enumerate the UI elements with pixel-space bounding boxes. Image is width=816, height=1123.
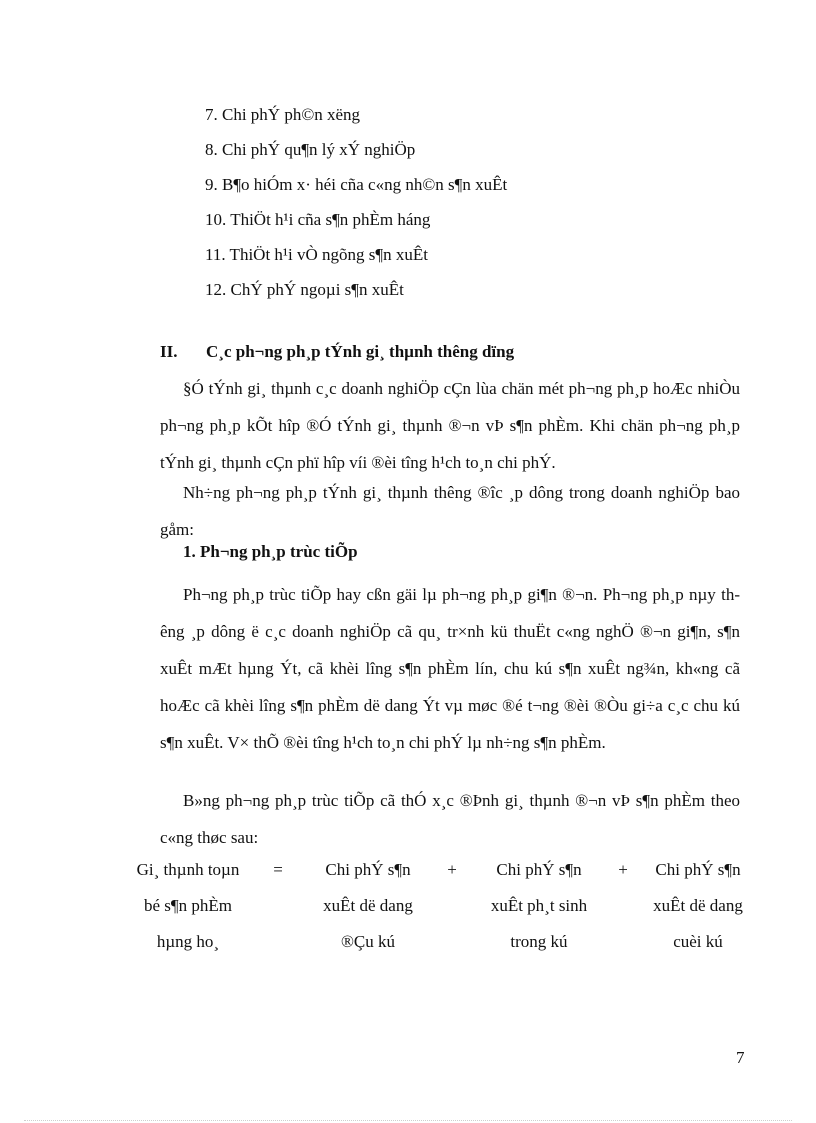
formula-term-total-cost: Gi¸ thµnh toµn [136,860,240,879]
paragraph-intro: §Ó tÝnh gi¸ thµnh c¸c doanh nghiÖp cÇn lùa chän mét ph¬ng ph¸p hoÆc nhiÒu ph¬ng ph¸p kÕt hîp ®Ó tÝnh gi¸ thµnh ®¬n vÞ s¶n phÈm. Khi chän ph¬ng ph¸p tÝnh gi¸ thµnh cÇn phï hîp víi ®èi tîng h¹ch to¸n chi phÝ. [160,379,740,472]
list-item: 11. ThiÖt h¹i vÒ ngõng s¶n xuÊt [205,245,428,264]
formula-term-incurred: trong kú [510,932,568,951]
formula-term-total-cost: hµng ho¸ [156,932,220,951]
formula-row [120,852,760,888]
cost-item-list [205,102,507,312]
paragraph-formula-intro: B»ng ph¬ng ph¸p trùc tiÕp cã thÓ x¸c ®Þnh gi¸ thµnh ®¬n vÞ s¶n phÈm theo c«ng thøc sau: [160,791,740,847]
formula-term-incurred: xuÊt ph¸t sinh [490,896,588,915]
formula-term-closing-wip: cuèi kú [673,932,723,951]
list-item: 7. Chi phÝ ph©n xëng [205,105,361,124]
formula-term-opening-wip: ®Çu kú [340,932,395,951]
formula-plus: + [618,860,628,879]
cost-formula [120,852,760,960]
formula-row [120,924,760,960]
paragraph-direct-method: Ph¬ng ph¸p trùc tiÕp hay cßn gäi lµ ph¬ng ph¸p gi¶n ®¬n. Ph¬ng ph¸p nµy thêng ¸p dông ë c¸c doanh nghiÖp cã qu¸ tr×nh kü thuËt c«ng nghÖ ®¬n gi¶n, s¶n xuÊt mÆt hµng Ýt, cã khèi lîng s¶n phÈm lín, chu kú s¶n xuÊt ng¾n, kh«ng cã hoÆc cã khèi lîng s¶n phÈm dë dang Ýt vµ møc ®é t¬ng ®èi ®Òu gi÷a c¸c chu kú s¶n xuÊt. V× thÕ ®èi tîng h¹ch to¸n chi phÝ lµ nh÷ng s¶n phÈm. [160,585,740,752]
formula-term-closing-wip: xuÊt dë dang [653,896,743,915]
formula-term-closing-wip: Chi phÝ s¶n [655,860,741,879]
page-bottom-divider [24,1120,792,1121]
list-item: 8. Chi phÝ qu¶n lý xÝ nghiÖp [205,140,416,159]
section-number: II. [160,342,178,361]
formula-plus [610,924,636,960]
formula-equals [256,888,300,924]
subsection-heading: 1. Ph¬ng ph¸p trùc tiÕp [183,542,358,561]
paragraph-methods: Nh÷ng ph¬ng ph¸p tÝnh gi¸ thµnh thêng ®îc ¸p dông trong doanh nghiÖp bao gåm: [160,483,740,539]
formula-term-incurred: Chi phÝ s¶n [496,860,582,879]
page-number: 7 [736,1048,745,1067]
formula-plus [436,924,468,960]
formula-term-total-cost: bé s¶n phÈm [144,896,232,915]
formula-equals: = [273,860,283,879]
formula-term-opening-wip: xuÊt dë dang [323,896,413,915]
section-heading [160,342,514,362]
formula-plus [610,888,636,924]
formula-term-opening-wip: Chi phÝ s¶n [325,860,411,879]
formula-equals [256,924,300,960]
formula-row [120,888,760,924]
list-item: 10. ThiÖt h¹i cña s¶n phÈm háng [205,210,431,229]
section-title: C¸c ph¬ng ph¸p tÝnh gi¸ thµnh thêng dïng [206,342,515,361]
list-item: 12. ChÝ phÝ ngoµi s¶n xuÊt [205,280,404,299]
formula-plus: + [447,860,457,879]
formula-plus [436,888,468,924]
list-item: 9. B¶o hiÓm x· héi cña c«ng nh©n s¶n xuÊt [205,175,508,194]
